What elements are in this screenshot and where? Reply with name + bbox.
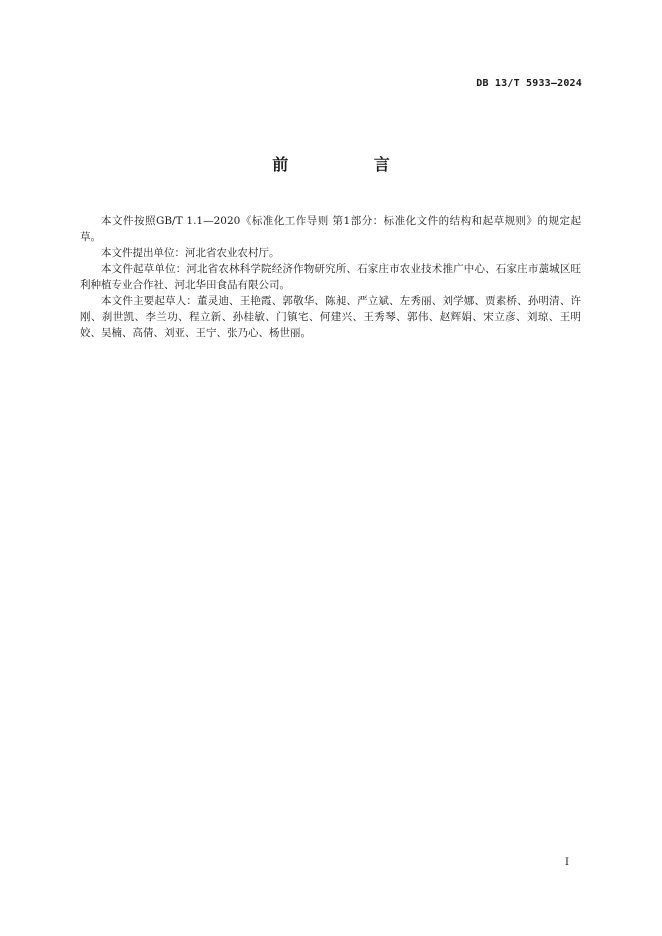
page-title: 前 言 (272, 155, 430, 174)
paragraph-drafting-units: 本文件起草单位：河北省农林科学院经济作物研究所、石家庄市农业技术推广中心、石家庄市藁城区旺利种植专业合作社、河北华田食品有限公司。 (80, 263, 581, 291)
document-code: DB 13/T 5933—2024 (476, 78, 582, 89)
paragraph-main-drafters: 本文件主要起草人：董灵迪、王艳霞、郭敬华、陈昶、严立斌、左秀丽、刘学娜、贾素桥、孙明清、许刚、刹世凯、李兰功、程立新、孙桂敏、门镇宅、何建兴、王秀琴、郭伟、赵辉娟、宋立彦、刘琼、王明姣、吴楠、高倩、刘亚、王宁、张乃心、杨世丽。 (80, 295, 581, 339)
paragraph-drafting-basis: 本文件按照GB/T 1.1—2020《标准化工作导则 第1部分：标准化文件的结构和起草规则》的规定起草。 (80, 215, 581, 243)
foreword-body (80, 213, 581, 341)
page-number: I (565, 857, 569, 868)
paragraph-proposing-unit: 本文件提出单位：河北省农业农村厅。 (101, 247, 280, 259)
